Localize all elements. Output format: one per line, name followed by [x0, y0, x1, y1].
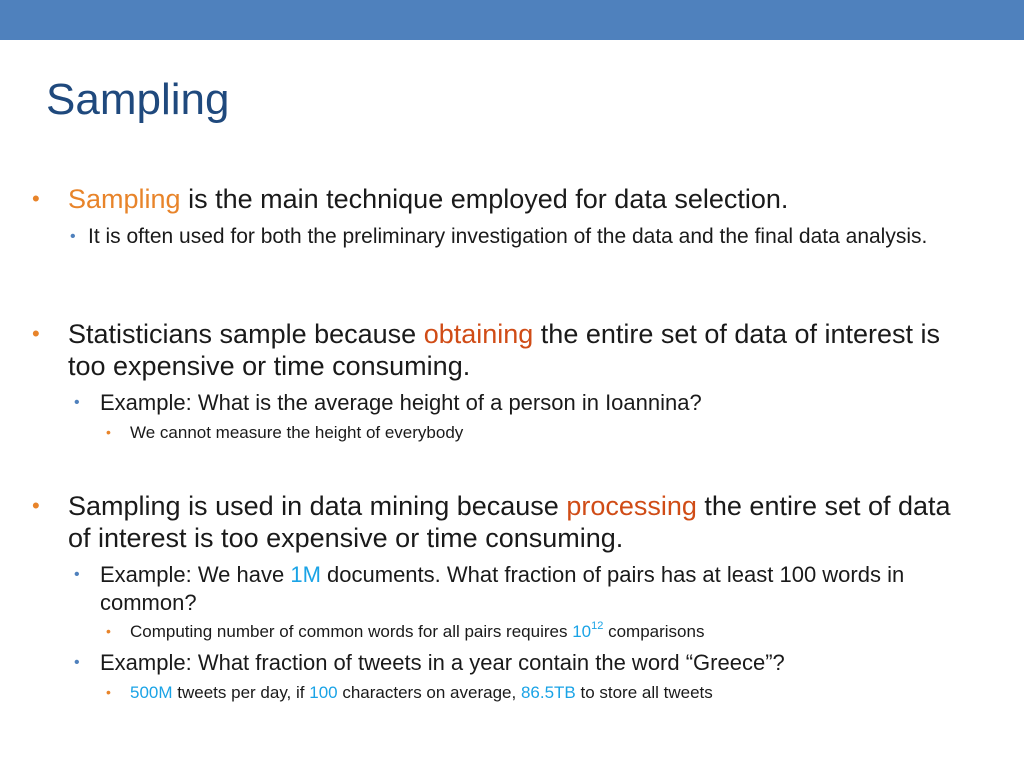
bullet-level1-data-mining: [32, 490, 968, 554]
highlight-obtaining: obtaining: [423, 319, 534, 349]
bullet-dot-icon: •: [32, 321, 40, 346]
highlight-500m: 500M: [130, 683, 173, 702]
bullet-dot-icon: •: [106, 684, 111, 700]
bullet-text-pre: Computing number of common words for all pairs requires: [130, 622, 573, 641]
slide-title: Sampling: [46, 75, 230, 124]
highlight-processing: processing: [566, 491, 697, 521]
highlight-86-5tb: 86.5TB: [520, 683, 576, 702]
highlight-exponent: 12: [591, 620, 604, 632]
bullet-level2-preliminary: [70, 223, 938, 250]
bullet-level2-height-example: [74, 389, 950, 417]
bullet-level1-statisticians: [32, 318, 968, 382]
bullet-level3-tweets-storage: [106, 683, 950, 703]
bullet-text-pre: Example: We have: [100, 562, 291, 587]
bullet-text-2: characters on average,: [337, 683, 521, 702]
bullet-text: We cannot measure the height of everybody: [130, 423, 464, 442]
bullet-dot-icon: •: [74, 394, 80, 411]
bullet-dot-icon: •: [32, 493, 40, 518]
bullet-text: Example: What fraction of tweets in a year contain the word “Greece”?: [100, 650, 785, 675]
highlight-10: 10: [572, 622, 592, 641]
bullet-level2-tweets-example: [74, 649, 950, 677]
bullet-text: Example: What is the average height of a person in Ioannina?: [100, 390, 702, 415]
bullet-dot-icon: •: [106, 623, 111, 639]
highlight-1m: 1M: [290, 562, 321, 587]
bullet-text-post: the entire set of data of interest is too expensive or time consuming.: [68, 491, 951, 553]
bullet-text-pre: Sampling is used in data mining because: [68, 491, 567, 521]
bullet-text-1: tweets per day, if: [172, 683, 310, 702]
bullet-text: It is often used for both the preliminary investigation of the data and the final data analysis.: [88, 225, 928, 248]
bullet-text: is the main technique employed for data selection.: [180, 184, 789, 214]
bullet-level3-comparisons: [106, 620, 950, 642]
bullet-text-pre: Statisticians sample because: [68, 319, 424, 349]
highlight-sampling: Sampling: [68, 184, 181, 214]
bullet-text-post: documents. What fraction of pairs has at least 100 words in common?: [100, 562, 905, 615]
bullet-level1-sampling: [32, 183, 968, 215]
bullet-level3-measure: [106, 423, 950, 443]
bullet-text-post: comparisons: [603, 622, 705, 641]
bullet-dot-icon: •: [106, 424, 111, 440]
bullet-text-3: to store all tweets: [575, 683, 713, 702]
bullet-text-post: the entire set of data of interest is too expensive or time consuming.: [68, 319, 941, 381]
bullet-dot-icon: •: [74, 566, 80, 583]
bullet-dot-icon: •: [32, 186, 40, 211]
highlight-100: 100: [309, 683, 338, 702]
bullet-level2-documents-example: [74, 561, 940, 617]
bullet-dot-icon: •: [74, 654, 80, 671]
bullet-dot-icon: •: [70, 228, 76, 245]
